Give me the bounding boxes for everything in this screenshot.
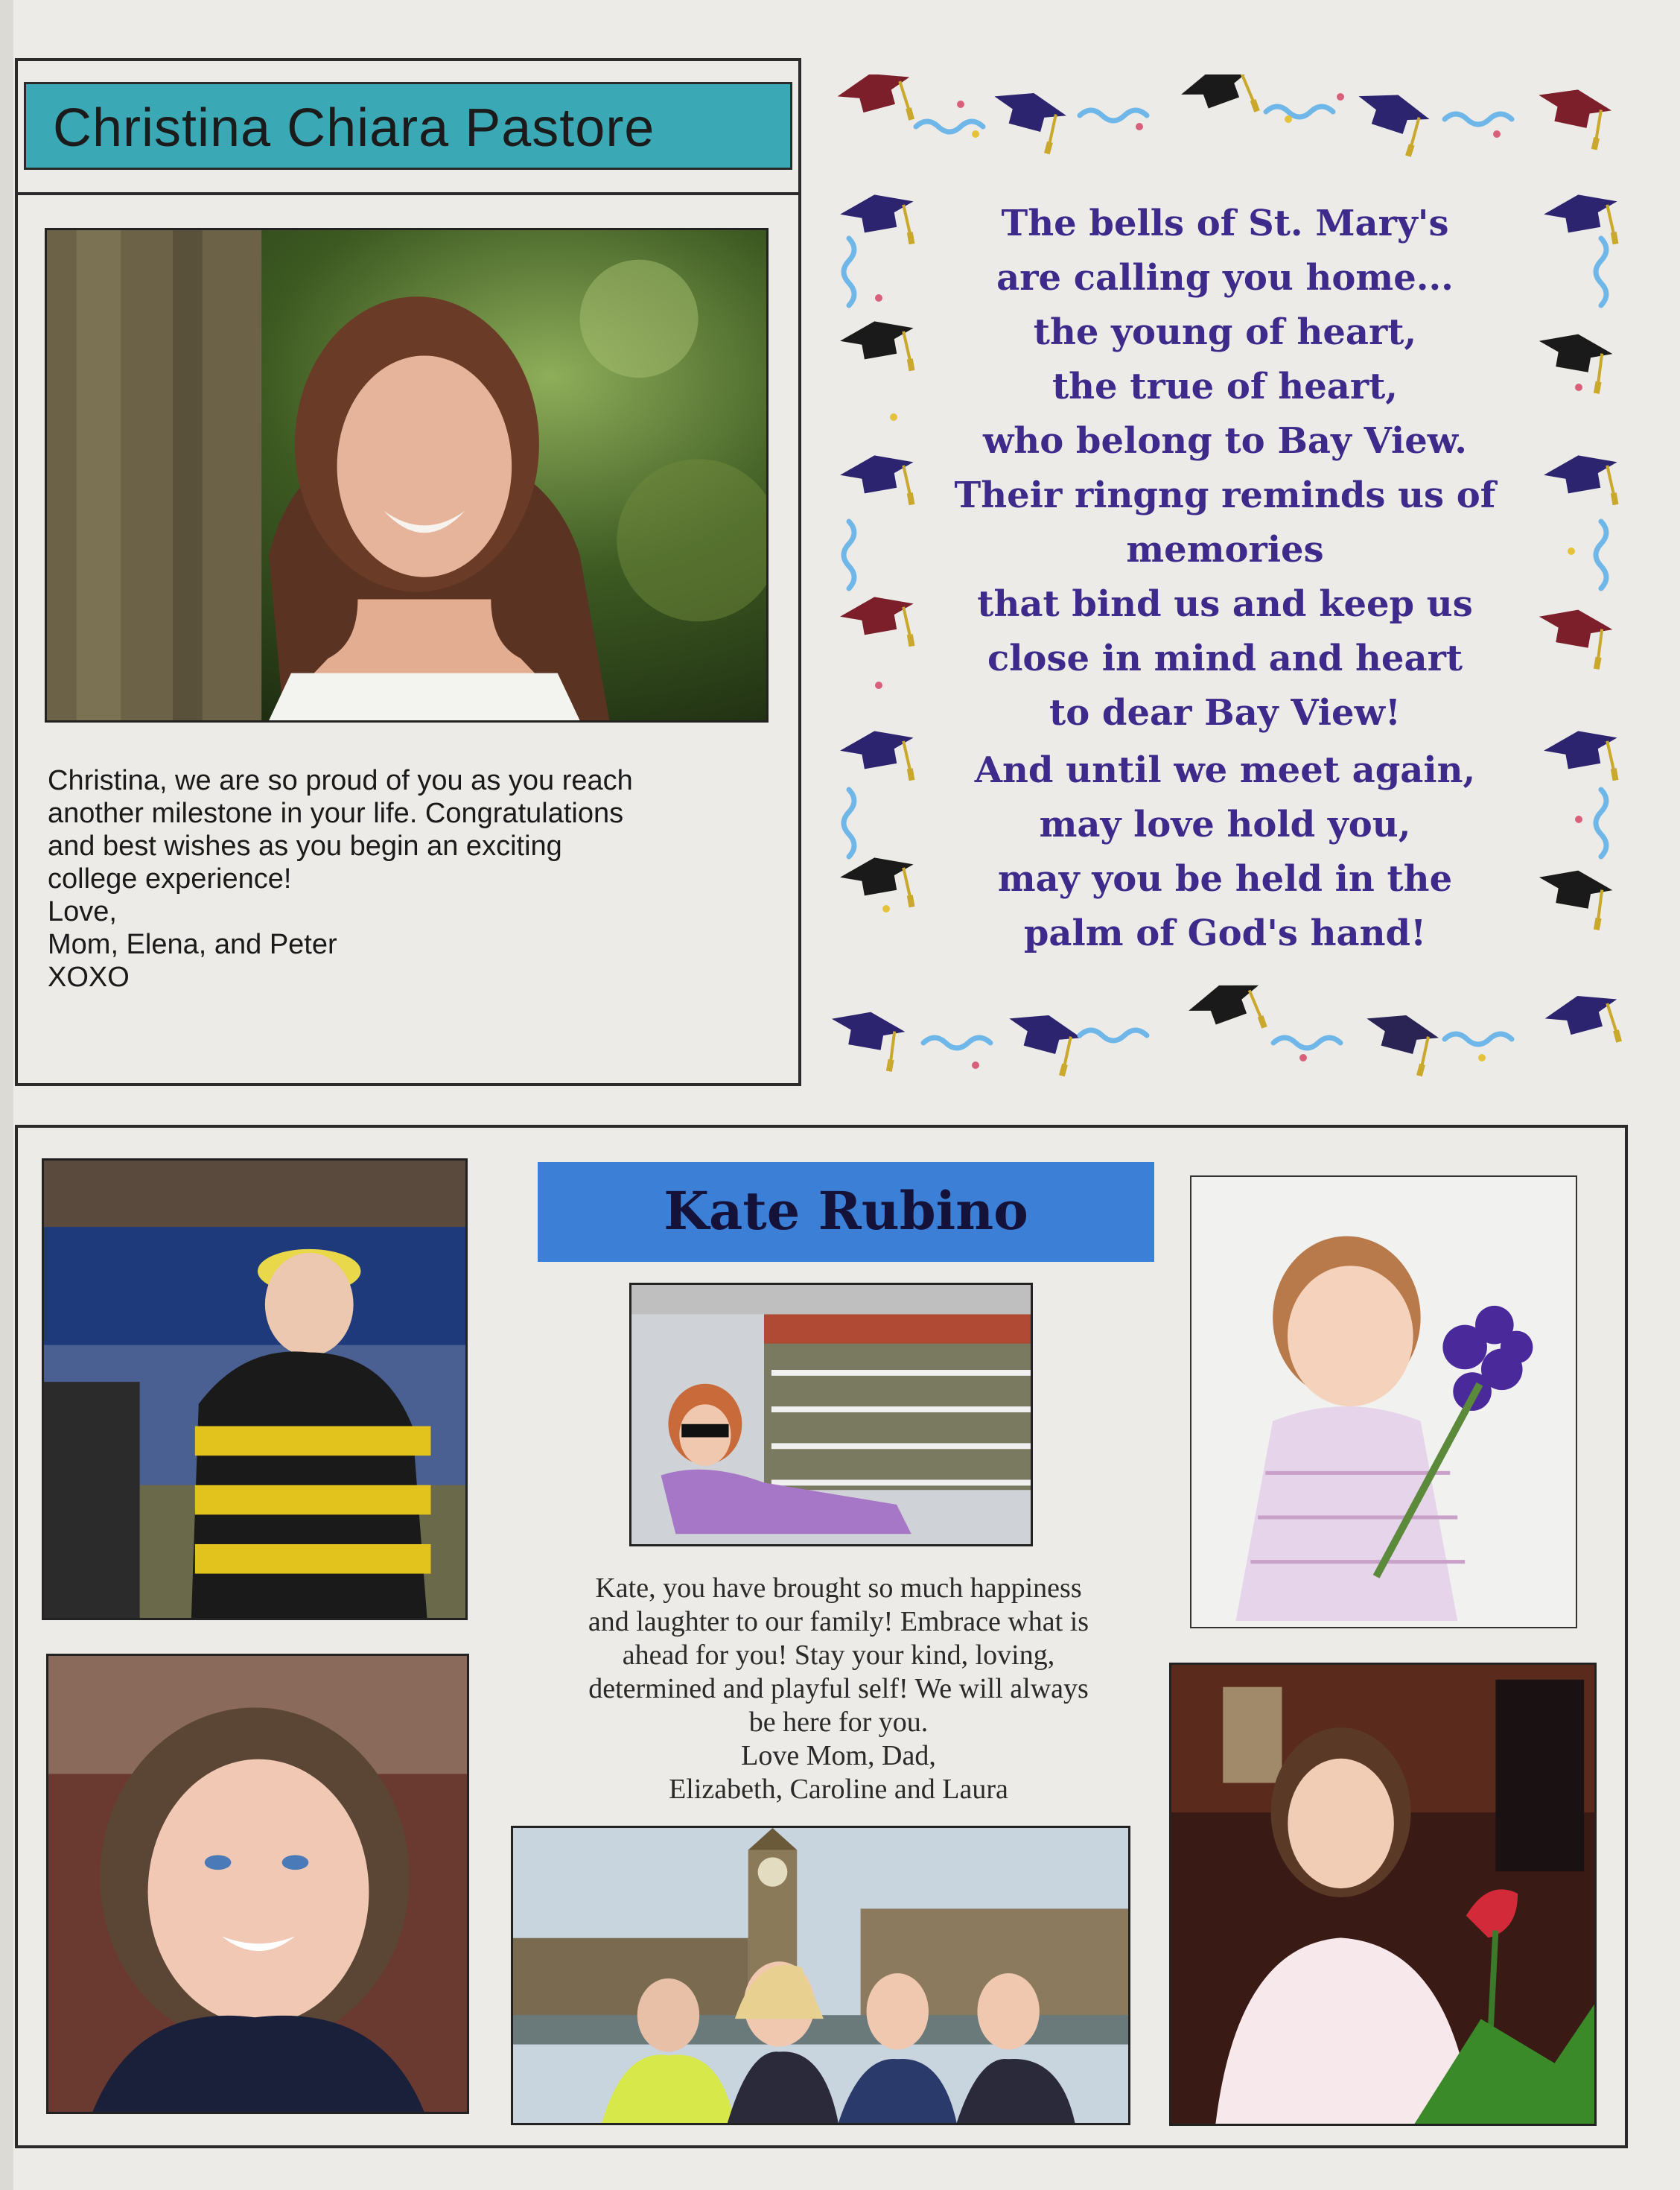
poem-stanza-1: The bells of St. Mary's are calling you home... the young of heart, the true of heart, who belong to Bay View. Their ringng reminds us of memories that bind us and keep us close in mind and heart to dear Bay View! [954, 203, 1496, 734]
christina-name-title: Christina Chiara Pastore [53, 98, 655, 158]
kate-rowing-photo [42, 1158, 468, 1620]
kate-london-group-photo [511, 1826, 1130, 2125]
christina-message-text: Christina, we are so proud of you as you reach another milestone in your life. Congratulations and best wishes as you begin an exciting college experience! Love, Mom, Elena, and Peter XOXO [48, 765, 633, 993]
page-binding-edge [0, 0, 13, 2190]
poem-stanza-2: And until we meet again, may love hold you, may you be held in the palm of God's hand! [974, 749, 1476, 954]
christina-portrait-photo [45, 228, 769, 723]
kate-message-text: Kate, you have brought so much happiness and laughter to our family! Embrace what is ahead for you! Stay your kind, loving, determined and playful self! We will always be here for you. Love Mom, Dad, Elizabeth, Caroline and Laura [588, 1572, 1089, 1805]
kate-name-title: Kate Rubino [664, 1180, 1028, 1242]
kate-boat-deck-photo [629, 1283, 1033, 1546]
christina-name-banner [24, 82, 792, 170]
kate-name-banner [538, 1162, 1154, 1262]
kate-restaurant-photo [1169, 1663, 1597, 2126]
kate-toddler-flowers-photo [1190, 1175, 1577, 1628]
kate-selfie-photo [46, 1654, 469, 2114]
header-divider [15, 192, 801, 195]
